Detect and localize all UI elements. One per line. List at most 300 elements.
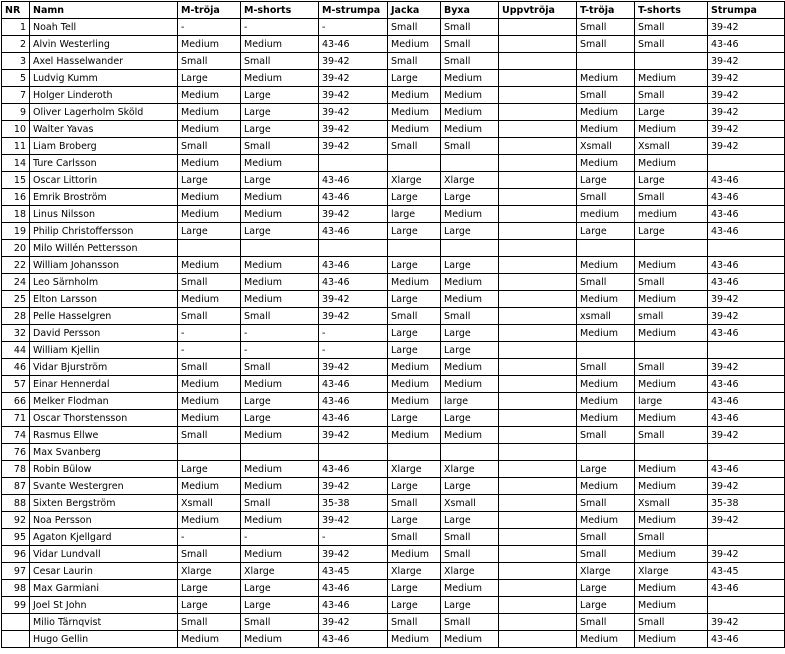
- cell-jacka: large: [388, 206, 441, 223]
- cell-m-strumpa: 43-46: [319, 36, 388, 53]
- cell-m-shorts: Large: [241, 172, 319, 189]
- table-row: [2, 138, 785, 155]
- cell-t-troja: Medium: [577, 512, 635, 529]
- cell-nr: 57: [2, 376, 30, 393]
- cell-m-shorts: Small: [241, 614, 319, 631]
- cell-uppvtroja: [499, 70, 577, 87]
- table-row: [2, 342, 785, 359]
- cell-byxa: Small: [441, 36, 499, 53]
- cell-m-strumpa: 43-45: [319, 563, 388, 580]
- cell-uppvtroja: [499, 631, 577, 648]
- cell-jacka: Medium: [388, 359, 441, 376]
- cell-nr: 74: [2, 427, 30, 444]
- cell-uppvtroja: [499, 478, 577, 495]
- equipment-size-table: [1, 1, 785, 648]
- cell-namn: Noah Tell: [30, 19, 178, 36]
- cell-m-shorts: [241, 240, 319, 257]
- table-row: [2, 597, 785, 614]
- cell-t-troja: Small: [577, 614, 635, 631]
- cell-nr: 14: [2, 155, 30, 172]
- column-header-namn: Namn: [30, 2, 178, 19]
- table-row: [2, 427, 785, 444]
- cell-m-shorts: -: [241, 342, 319, 359]
- cell-nr: 44: [2, 342, 30, 359]
- cell-m-strumpa: 39-42: [319, 359, 388, 376]
- cell-jacka: [388, 240, 441, 257]
- cell-t-troja: Large: [577, 580, 635, 597]
- cell-byxa: Medium: [441, 376, 499, 393]
- table-row: [2, 87, 785, 104]
- cell-nr: 3: [2, 53, 30, 70]
- cell-strumpa: 43-46: [708, 376, 785, 393]
- cell-t-troja: Large: [577, 597, 635, 614]
- cell-m-strumpa: 39-42: [319, 53, 388, 70]
- cell-m-strumpa: -: [319, 325, 388, 342]
- cell-namn: Oliver Lagerholm Sköld: [30, 104, 178, 121]
- cell-m-strumpa: 43-46: [319, 189, 388, 206]
- cell-m-shorts: -: [241, 529, 319, 546]
- cell-t-shorts: Medium: [635, 597, 708, 614]
- cell-t-shorts: Medium: [635, 376, 708, 393]
- cell-nr: 99: [2, 597, 30, 614]
- cell-namn: Melker Flodman: [30, 393, 178, 410]
- cell-m-strumpa: 43-46: [319, 597, 388, 614]
- cell-byxa: Xlarge: [441, 461, 499, 478]
- cell-nr: 78: [2, 461, 30, 478]
- cell-t-shorts: [635, 444, 708, 461]
- column-header-m-strumpa: M-strumpa: [319, 2, 388, 19]
- cell-m-strumpa: -: [319, 342, 388, 359]
- cell-m-troja: Medium: [178, 155, 241, 172]
- table-row: [2, 614, 785, 631]
- cell-namn: Noa Persson: [30, 512, 178, 529]
- cell-t-shorts: Medium: [635, 325, 708, 342]
- cell-byxa: Xlarge: [441, 172, 499, 189]
- table-row: [2, 444, 785, 461]
- cell-t-shorts: Small: [635, 529, 708, 546]
- cell-t-shorts: Medium: [635, 546, 708, 563]
- cell-m-strumpa: 39-42: [319, 512, 388, 529]
- cell-uppvtroja: [499, 325, 577, 342]
- table-row: [2, 325, 785, 342]
- cell-m-shorts: Medium: [241, 155, 319, 172]
- cell-byxa: Small: [441, 138, 499, 155]
- cell-m-troja: Large: [178, 461, 241, 478]
- cell-byxa: Small: [441, 53, 499, 70]
- cell-uppvtroja: [499, 155, 577, 172]
- cell-m-shorts: -: [241, 19, 319, 36]
- cell-m-shorts: Large: [241, 87, 319, 104]
- column-header-strumpa: Strumpa: [708, 2, 785, 19]
- cell-jacka: Large: [388, 580, 441, 597]
- cell-strumpa: 39-42: [708, 308, 785, 325]
- cell-jacka: Medium: [388, 427, 441, 444]
- table-row: [2, 53, 785, 70]
- cell-t-troja: [577, 342, 635, 359]
- cell-byxa: Medium: [441, 87, 499, 104]
- cell-strumpa: 39-42: [708, 478, 785, 495]
- cell-t-shorts: Large: [635, 104, 708, 121]
- table-row: [2, 189, 785, 206]
- cell-uppvtroja: [499, 529, 577, 546]
- cell-m-strumpa: 43-46: [319, 631, 388, 648]
- cell-m-strumpa: 43-46: [319, 257, 388, 274]
- cell-uppvtroja: [499, 308, 577, 325]
- cell-strumpa: 35-38: [708, 495, 785, 512]
- cell-m-troja: Xlarge: [178, 563, 241, 580]
- table-row: [2, 461, 785, 478]
- cell-t-shorts: Medium: [635, 155, 708, 172]
- cell-m-shorts: Large: [241, 393, 319, 410]
- cell-m-shorts: Medium: [241, 512, 319, 529]
- table-row: [2, 308, 785, 325]
- cell-nr: 2: [2, 36, 30, 53]
- cell-byxa: Medium: [441, 121, 499, 138]
- cell-m-strumpa: 39-42: [319, 87, 388, 104]
- cell-uppvtroja: [499, 410, 577, 427]
- cell-nr: 10: [2, 121, 30, 138]
- table-row: [2, 121, 785, 138]
- cell-nr: 5: [2, 70, 30, 87]
- cell-namn: Pelle Hasselgren: [30, 308, 178, 325]
- cell-m-shorts: Large: [241, 121, 319, 138]
- table-row: [2, 155, 785, 172]
- cell-namn: Ture Carlsson: [30, 155, 178, 172]
- cell-t-troja: Medium: [577, 631, 635, 648]
- cell-uppvtroja: [499, 597, 577, 614]
- cell-jacka: Large: [388, 257, 441, 274]
- table-row: [2, 529, 785, 546]
- table-row: [2, 172, 785, 189]
- cell-jacka: Xlarge: [388, 563, 441, 580]
- cell-t-shorts: Medium: [635, 121, 708, 138]
- cell-m-shorts: [241, 444, 319, 461]
- cell-t-shorts: Small: [635, 427, 708, 444]
- cell-m-troja: Small: [178, 614, 241, 631]
- table-row: [2, 274, 785, 291]
- cell-uppvtroja: [499, 257, 577, 274]
- cell-nr: 46: [2, 359, 30, 376]
- cell-m-troja: Small: [178, 274, 241, 291]
- cell-uppvtroja: [499, 87, 577, 104]
- cell-m-shorts: Medium: [241, 461, 319, 478]
- cell-strumpa: 39-42: [708, 427, 785, 444]
- cell-m-troja: Large: [178, 580, 241, 597]
- cell-nr: 88: [2, 495, 30, 512]
- cell-m-strumpa: 39-42: [319, 70, 388, 87]
- cell-t-shorts: [635, 53, 708, 70]
- cell-strumpa: 43-46: [708, 631, 785, 648]
- cell-byxa: Small: [441, 546, 499, 563]
- cell-nr: 95: [2, 529, 30, 546]
- cell-nr: 92: [2, 512, 30, 529]
- cell-byxa: Large: [441, 478, 499, 495]
- cell-t-shorts: Small: [635, 274, 708, 291]
- cell-jacka: Medium: [388, 274, 441, 291]
- table-row: [2, 478, 785, 495]
- cell-jacka: Small: [388, 529, 441, 546]
- cell-jacka: Large: [388, 70, 441, 87]
- cell-namn: William Johansson: [30, 257, 178, 274]
- cell-m-strumpa: -: [319, 19, 388, 36]
- cell-m-shorts: Small: [241, 359, 319, 376]
- cell-namn: Max Svanberg: [30, 444, 178, 461]
- cell-m-strumpa: 35-38: [319, 495, 388, 512]
- cell-m-shorts: Large: [241, 223, 319, 240]
- cell-uppvtroja: [499, 512, 577, 529]
- cell-uppvtroja: [499, 223, 577, 240]
- cell-m-troja: Xsmall: [178, 495, 241, 512]
- cell-byxa: Large: [441, 257, 499, 274]
- cell-namn: Svante Westergren: [30, 478, 178, 495]
- cell-strumpa: 43-46: [708, 274, 785, 291]
- cell-namn: Cesar Laurin: [30, 563, 178, 580]
- table-row: [2, 376, 785, 393]
- cell-jacka: Large: [388, 597, 441, 614]
- cell-uppvtroja: [499, 563, 577, 580]
- cell-strumpa: 39-42: [708, 53, 785, 70]
- cell-m-troja: -: [178, 19, 241, 36]
- cell-m-shorts: Small: [241, 495, 319, 512]
- cell-nr: 76: [2, 444, 30, 461]
- cell-byxa: Large: [441, 410, 499, 427]
- cell-jacka: Small: [388, 138, 441, 155]
- cell-m-shorts: Medium: [241, 36, 319, 53]
- cell-m-troja: Large: [178, 70, 241, 87]
- cell-byxa: Medium: [441, 580, 499, 597]
- cell-uppvtroja: [499, 138, 577, 155]
- cell-uppvtroja: [499, 376, 577, 393]
- cell-nr: 11: [2, 138, 30, 155]
- table-row: [2, 70, 785, 87]
- cell-strumpa: 39-42: [708, 19, 785, 36]
- cell-m-strumpa: 39-42: [319, 546, 388, 563]
- cell-byxa: [441, 155, 499, 172]
- cell-t-troja: Small: [577, 529, 635, 546]
- column-header-m-shorts: M-shorts: [241, 2, 319, 19]
- cell-strumpa: [708, 597, 785, 614]
- table-row: [2, 240, 785, 257]
- cell-namn: Vidar Lundvall: [30, 546, 178, 563]
- cell-m-shorts: Medium: [241, 257, 319, 274]
- cell-nr: 32: [2, 325, 30, 342]
- cell-m-troja: Medium: [178, 104, 241, 121]
- cell-jacka: Xlarge: [388, 461, 441, 478]
- cell-nr: 9: [2, 104, 30, 121]
- cell-strumpa: [708, 529, 785, 546]
- cell-t-troja: Xsmall: [577, 138, 635, 155]
- cell-uppvtroja: [499, 546, 577, 563]
- cell-namn: Axel Hasselwander: [30, 53, 178, 70]
- cell-m-strumpa: 39-42: [319, 427, 388, 444]
- table-row: [2, 359, 785, 376]
- cell-nr: 25: [2, 291, 30, 308]
- cell-uppvtroja: [499, 206, 577, 223]
- cell-nr: 20: [2, 240, 30, 257]
- cell-m-troja: Medium: [178, 512, 241, 529]
- table-row: [2, 257, 785, 274]
- cell-namn: Milo Willén Pettersson: [30, 240, 178, 257]
- cell-namn: Emrik Broström: [30, 189, 178, 206]
- cell-t-troja: Medium: [577, 155, 635, 172]
- cell-t-troja: Medium: [577, 410, 635, 427]
- cell-t-troja: Medium: [577, 257, 635, 274]
- table-row: [2, 580, 785, 597]
- cell-t-shorts: Medium: [635, 478, 708, 495]
- cell-namn: Robin Bülow: [30, 461, 178, 478]
- cell-m-shorts: Medium: [241, 478, 319, 495]
- cell-uppvtroja: [499, 36, 577, 53]
- cell-uppvtroja: [499, 393, 577, 410]
- cell-byxa: Xlarge: [441, 563, 499, 580]
- cell-t-shorts: large: [635, 393, 708, 410]
- cell-jacka: Large: [388, 223, 441, 240]
- cell-t-troja: Medium: [577, 291, 635, 308]
- cell-namn: Holger Linderoth: [30, 87, 178, 104]
- cell-m-strumpa: 39-42: [319, 614, 388, 631]
- cell-t-troja: Small: [577, 36, 635, 53]
- cell-m-shorts: Medium: [241, 427, 319, 444]
- cell-m-shorts: Large: [241, 104, 319, 121]
- cell-jacka: Large: [388, 512, 441, 529]
- cell-m-strumpa: 43-46: [319, 461, 388, 478]
- cell-byxa: [441, 240, 499, 257]
- cell-strumpa: 43-46: [708, 36, 785, 53]
- cell-uppvtroja: [499, 461, 577, 478]
- cell-byxa: Large: [441, 597, 499, 614]
- cell-nr: 97: [2, 563, 30, 580]
- cell-byxa: large: [441, 393, 499, 410]
- cell-t-troja: Small: [577, 87, 635, 104]
- table-row: [2, 104, 785, 121]
- cell-t-troja: Medium: [577, 376, 635, 393]
- cell-uppvtroja: [499, 274, 577, 291]
- cell-m-strumpa: -: [319, 529, 388, 546]
- cell-uppvtroja: [499, 342, 577, 359]
- cell-strumpa: 39-42: [708, 104, 785, 121]
- cell-byxa: Large: [441, 325, 499, 342]
- cell-byxa: Medium: [441, 206, 499, 223]
- cell-m-troja: -: [178, 342, 241, 359]
- table-row: [2, 223, 785, 240]
- cell-m-shorts: Medium: [241, 206, 319, 223]
- cell-byxa: Medium: [441, 631, 499, 648]
- cell-m-strumpa: [319, 240, 388, 257]
- cell-m-strumpa: 39-42: [319, 308, 388, 325]
- cell-t-shorts: Medium: [635, 291, 708, 308]
- cell-m-troja: Large: [178, 223, 241, 240]
- cell-m-strumpa: 39-42: [319, 138, 388, 155]
- cell-strumpa: 43-46: [708, 410, 785, 427]
- cell-namn: Rasmus Ellwe: [30, 427, 178, 444]
- cell-byxa: Small: [441, 19, 499, 36]
- cell-t-troja: Small: [577, 359, 635, 376]
- cell-strumpa: 39-42: [708, 359, 785, 376]
- cell-m-shorts: Small: [241, 53, 319, 70]
- cell-namn: Milio Tärnqvist: [30, 614, 178, 631]
- cell-t-shorts: Small: [635, 189, 708, 206]
- column-header-t-troja: T-tröja: [577, 2, 635, 19]
- cell-m-troja: Large: [178, 597, 241, 614]
- column-header-m-troja: M-tröja: [178, 2, 241, 19]
- cell-namn: Ludvig Kumm: [30, 70, 178, 87]
- cell-m-shorts: Medium: [241, 274, 319, 291]
- cell-namn: Walter Yavas: [30, 121, 178, 138]
- cell-byxa: Small: [441, 614, 499, 631]
- table-row: [2, 410, 785, 427]
- cell-strumpa: 43-46: [708, 172, 785, 189]
- table-row: [2, 631, 785, 648]
- cell-nr: 96: [2, 546, 30, 563]
- cell-m-strumpa: [319, 155, 388, 172]
- table-row: [2, 393, 785, 410]
- cell-jacka: [388, 155, 441, 172]
- cell-byxa: Small: [441, 308, 499, 325]
- column-header-uppvtroja: Uppvtröja: [499, 2, 577, 19]
- cell-t-troja: Small: [577, 189, 635, 206]
- cell-m-strumpa: 39-42: [319, 206, 388, 223]
- cell-m-strumpa: 43-46: [319, 410, 388, 427]
- cell-t-shorts: Small: [635, 19, 708, 36]
- cell-byxa: [441, 444, 499, 461]
- cell-t-troja: Medium: [577, 325, 635, 342]
- cell-byxa: Large: [441, 512, 499, 529]
- cell-nr: 22: [2, 257, 30, 274]
- cell-jacka: Medium: [388, 376, 441, 393]
- cell-t-troja: Medium: [577, 121, 635, 138]
- cell-m-strumpa: 43-46: [319, 223, 388, 240]
- cell-jacka: Small: [388, 308, 441, 325]
- cell-m-troja: Medium: [178, 257, 241, 274]
- cell-m-strumpa: 39-42: [319, 478, 388, 495]
- table-row: [2, 495, 785, 512]
- cell-m-shorts: Medium: [241, 546, 319, 563]
- cell-t-troja: Small: [577, 274, 635, 291]
- cell-m-shorts: Large: [241, 410, 319, 427]
- cell-t-troja: Large: [577, 172, 635, 189]
- cell-m-troja: Small: [178, 359, 241, 376]
- cell-strumpa: 43-46: [708, 206, 785, 223]
- cell-t-shorts: Medium: [635, 70, 708, 87]
- cell-t-shorts: [635, 240, 708, 257]
- cell-jacka: Small: [388, 495, 441, 512]
- cell-byxa: Large: [441, 223, 499, 240]
- cell-jacka: Medium: [388, 36, 441, 53]
- cell-t-shorts: Small: [635, 36, 708, 53]
- cell-byxa: Medium: [441, 104, 499, 121]
- cell-uppvtroja: [499, 172, 577, 189]
- cell-t-shorts: Medium: [635, 257, 708, 274]
- cell-byxa: Medium: [441, 359, 499, 376]
- table-row: [2, 206, 785, 223]
- cell-m-shorts: Large: [241, 597, 319, 614]
- cell-t-troja: xsmall: [577, 308, 635, 325]
- cell-jacka: Small: [388, 614, 441, 631]
- cell-nr: 18: [2, 206, 30, 223]
- cell-jacka: Small: [388, 19, 441, 36]
- cell-t-shorts: Small: [635, 614, 708, 631]
- cell-m-troja: Medium: [178, 478, 241, 495]
- cell-t-troja: Small: [577, 546, 635, 563]
- table-row: [2, 19, 785, 36]
- table-row: [2, 546, 785, 563]
- cell-t-troja: Medium: [577, 70, 635, 87]
- cell-t-troja: Large: [577, 461, 635, 478]
- cell-t-troja: Medium: [577, 104, 635, 121]
- cell-namn: Max Garmiani: [30, 580, 178, 597]
- cell-jacka: [388, 444, 441, 461]
- cell-strumpa: 43-46: [708, 580, 785, 597]
